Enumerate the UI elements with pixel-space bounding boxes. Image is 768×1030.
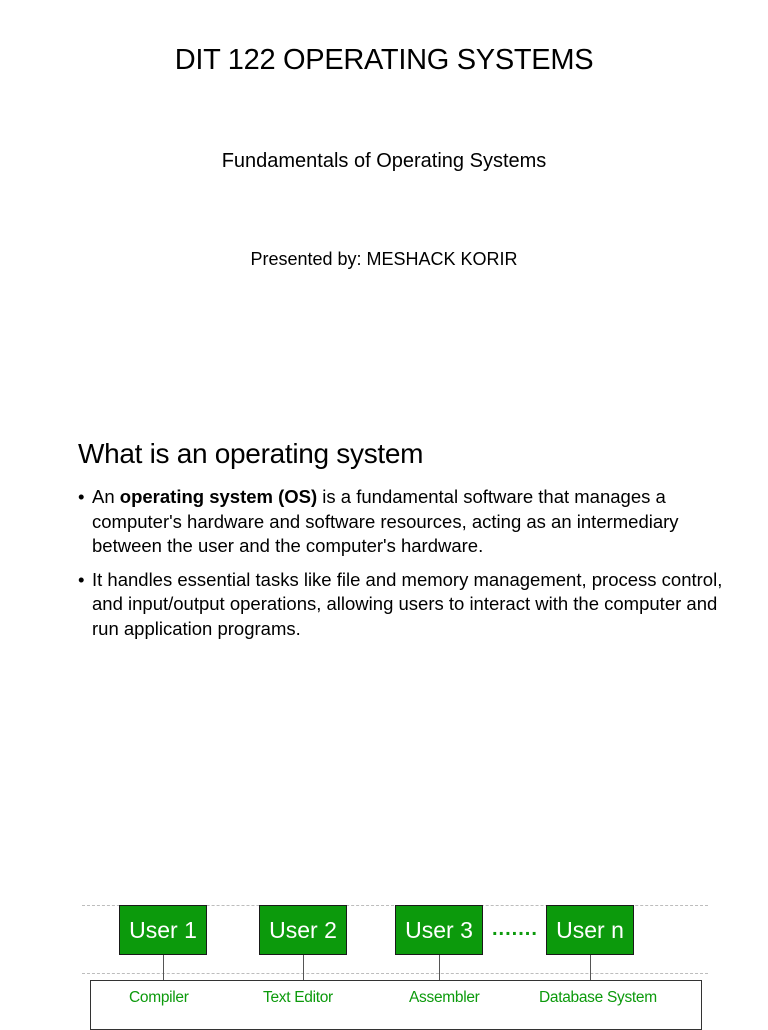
app-label: Text Editor	[263, 989, 333, 1006]
os-layer-diagram	[82, 888, 708, 1024]
app-label: Database System	[539, 989, 657, 1006]
slide-subtitle: Fundamentals of Operating Systems	[221, 150, 547, 172]
slide-heading: What is an operating system	[78, 438, 424, 469]
bullet-list	[78, 485, 728, 650]
bullet-item	[78, 568, 728, 642]
title-slide	[0, 0, 768, 384]
user-box: User 1	[119, 905, 207, 955]
bullet-glyph: •	[78, 486, 85, 507]
user-box: User 2	[259, 905, 347, 955]
bullet-glyph: •	[78, 568, 85, 590]
connector-line	[303, 955, 304, 981]
app-label: Compiler	[129, 989, 189, 1006]
connector-line	[163, 955, 164, 981]
bullet-text-pre: An	[92, 486, 120, 507]
bullet-text: It handles essential tasks like file and memory management, process control, and input/output operations, allowing users to interact with the computer and run application programs.	[92, 568, 723, 639]
app-label: Assembler	[409, 989, 480, 1006]
user-box: User n	[546, 905, 634, 955]
dashed-guide-line	[82, 973, 708, 974]
bullet-text-bold: operating system (OS)	[119, 486, 318, 507]
slide-title: DIT 122 OPERATING SYSTEMS	[174, 44, 594, 76]
bullet-text-post: is a fundamental software that manages a computer's hardware and software resources, acting as an intermediary between the user and the computer's hardware.	[92, 486, 679, 556]
user-box: User 3	[395, 905, 483, 955]
connector-line	[439, 955, 440, 981]
bullet-item	[78, 485, 728, 559]
presenter-line: Presented by: MESHACK KORIR	[250, 249, 518, 269]
content-slide	[0, 400, 768, 1024]
connector-line	[590, 955, 591, 981]
ellipsis-dots: .......	[492, 918, 538, 940]
